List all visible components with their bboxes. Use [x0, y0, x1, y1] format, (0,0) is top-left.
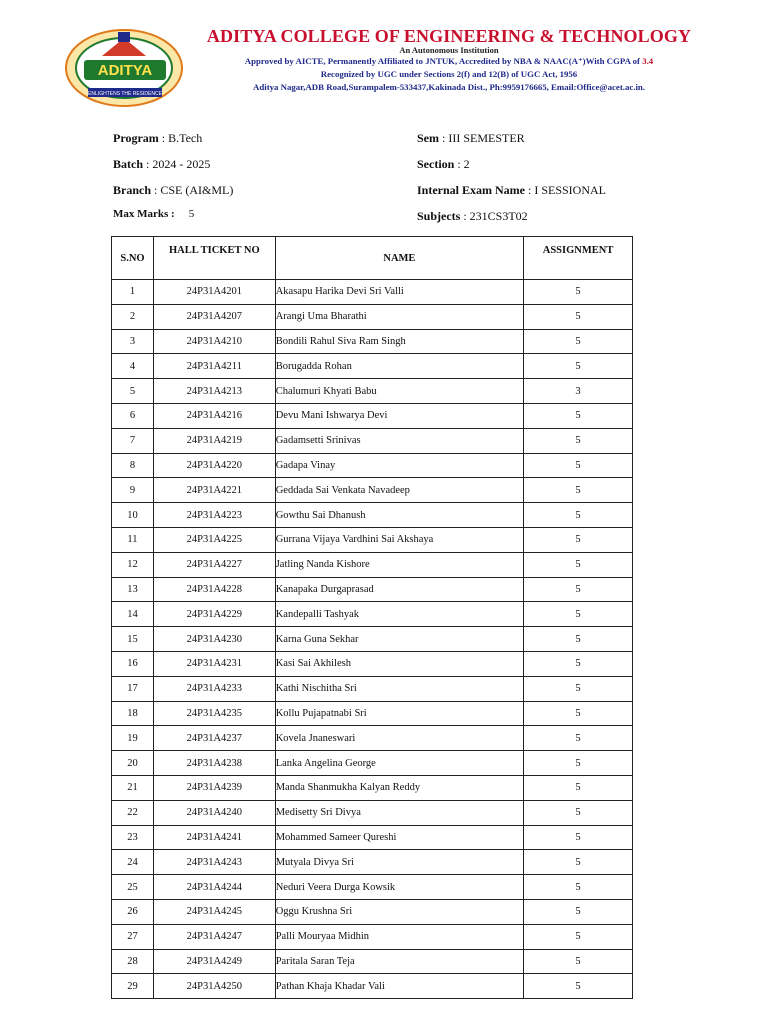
table-row [112, 949, 633, 974]
table-row [112, 602, 633, 627]
cell-sno: 19 [112, 726, 154, 751]
cell-sno: 20 [112, 751, 154, 776]
cell-sno: 23 [112, 825, 154, 850]
cell-hall-ticket: 24P31A4237 [153, 726, 275, 751]
branch-value: : CSE (AI&ML) [154, 183, 234, 197]
cell-assignment: 5 [524, 478, 633, 503]
cell-hall-ticket: 24P31A4213 [153, 379, 275, 404]
cell-sno: 14 [112, 602, 154, 627]
approval-text: Approved by AICTE, Permanently Affiliated to JNTUK, Accredited by NBA & NAAC(A⁺)With CGPA of [244, 56, 640, 66]
cell-assignment: 3 [524, 379, 633, 404]
table-row [112, 825, 633, 850]
cell-sno: 25 [112, 875, 154, 900]
table-row [112, 701, 633, 726]
marks-table [111, 236, 633, 999]
cell-assignment: 5 [524, 602, 633, 627]
cell-hall-ticket: 24P31A4221 [153, 478, 275, 503]
cell-name: Chalumuri Khyati Babu [275, 379, 523, 404]
cell-sno: 21 [112, 775, 154, 800]
cell-hall-ticket: 24P31A4230 [153, 627, 275, 652]
cell-name: Medisetty Sri Divya [275, 800, 523, 825]
cell-hall-ticket: 24P31A4238 [153, 751, 275, 776]
cell-sno: 10 [112, 503, 154, 528]
table-row [112, 800, 633, 825]
cell-hall-ticket: 24P31A4219 [153, 428, 275, 453]
cell-name: Mutyala Divya Sri [275, 850, 523, 875]
batch-label: Batch [113, 157, 143, 171]
cell-assignment: 5 [524, 329, 633, 354]
cell-assignment: 5 [524, 751, 633, 776]
table-row [112, 453, 633, 478]
table-row [112, 577, 633, 602]
cell-assignment: 5 [524, 354, 633, 379]
table-row [112, 527, 633, 552]
cell-assignment: 5 [524, 775, 633, 800]
sem-value: : III SEMESTER [442, 131, 525, 145]
table-row [112, 924, 633, 949]
cell-sno: 8 [112, 453, 154, 478]
cell-assignment: 5 [524, 527, 633, 552]
cell-hall-ticket: 24P31A4233 [153, 676, 275, 701]
batch-field [113, 157, 210, 172]
cell-sno: 13 [112, 577, 154, 602]
subjects-label: Subjects [417, 209, 461, 223]
cell-assignment: 5 [524, 627, 633, 652]
table-row [112, 503, 633, 528]
cell-sno: 28 [112, 949, 154, 974]
cell-name: Neduri Veera Durga Kowsik [275, 875, 523, 900]
cell-hall-ticket: 24P31A4241 [153, 825, 275, 850]
cell-name: Palli Mouryaa Midhin [275, 924, 523, 949]
cgpa-value: 3.4 [642, 56, 654, 66]
cell-sno: 2 [112, 304, 154, 329]
cell-assignment: 5 [524, 924, 633, 949]
cell-sno: 27 [112, 924, 154, 949]
subjects-value: : 231CS3T02 [463, 209, 528, 223]
table-row [112, 478, 633, 503]
sem-field [417, 131, 525, 146]
table-row [112, 552, 633, 577]
exam-value: : I SESSIONAL [528, 183, 607, 197]
cell-hall-ticket: 24P31A4244 [153, 875, 275, 900]
cell-sno: 6 [112, 403, 154, 428]
cell-hall-ticket: 24P31A4229 [153, 602, 275, 627]
cell-name: Gowthu Sai Dhanush [275, 503, 523, 528]
cell-hall-ticket: 24P31A4249 [153, 949, 275, 974]
cell-sno: 11 [112, 527, 154, 552]
cell-name: Mohammed Sameer Qureshi [275, 825, 523, 850]
cell-hall-ticket: 24P31A4223 [153, 503, 275, 528]
table-row [112, 280, 633, 305]
cell-name: Pathan Khaja Khadar Vali [275, 974, 523, 999]
cell-hall-ticket: 24P31A4207 [153, 304, 275, 329]
header-name: NAME [275, 237, 523, 280]
cell-name: Kasi Sai Akhilesh [275, 651, 523, 676]
cell-assignment: 5 [524, 304, 633, 329]
cell-hall-ticket: 24P31A4227 [153, 552, 275, 577]
table-header-row [112, 237, 633, 280]
cell-assignment: 5 [524, 651, 633, 676]
cell-assignment: 5 [524, 726, 633, 751]
cell-assignment: 5 [524, 800, 633, 825]
cell-name: Lanka Angelina George [275, 751, 523, 776]
cell-sno: 26 [112, 899, 154, 924]
cell-hall-ticket: 24P31A4247 [153, 924, 275, 949]
cell-name: Kanapaka Durgaprasad [275, 577, 523, 602]
section-value: : 2 [457, 157, 470, 171]
cell-name: Gadamsetti Srinivas [275, 428, 523, 453]
cell-sno: 17 [112, 676, 154, 701]
cell-name: Arangi Uma Bharathi [275, 304, 523, 329]
cell-name: Paritala Saran Teja [275, 949, 523, 974]
cell-hall-ticket: 24P31A4210 [153, 329, 275, 354]
cell-hall-ticket: 24P31A4243 [153, 850, 275, 875]
cell-hall-ticket: 24P31A4201 [153, 280, 275, 305]
table-row [112, 428, 633, 453]
exam-name-field [417, 183, 606, 198]
cell-name: Kovela Jnaneswari [275, 726, 523, 751]
cell-name: Kollu Pujapatnabi Sri [275, 701, 523, 726]
cell-sno: 12 [112, 552, 154, 577]
table-row [112, 775, 633, 800]
cell-assignment: 5 [524, 577, 633, 602]
cell-name: Geddada Sai Venkata Navadeep [275, 478, 523, 503]
max-marks-separator: : [171, 208, 175, 220]
cell-hall-ticket: 24P31A4225 [153, 527, 275, 552]
program-value: : B.Tech [161, 131, 203, 145]
section-field [417, 157, 470, 172]
cell-name: Oggu Krushna Sri [275, 899, 523, 924]
cell-name: Devu Mani Ishwarya Devi [275, 403, 523, 428]
cell-sno: 9 [112, 478, 154, 503]
cell-hall-ticket: 24P31A4235 [153, 701, 275, 726]
cell-name: Jatling Nanda Kishore [275, 552, 523, 577]
table-row [112, 899, 633, 924]
table-row [112, 875, 633, 900]
cell-sno: 1 [112, 280, 154, 305]
cell-hall-ticket: 24P31A4250 [153, 974, 275, 999]
table-row [112, 627, 633, 652]
cell-hall-ticket: 24P31A4231 [153, 651, 275, 676]
cell-assignment: 5 [524, 280, 633, 305]
cell-name: Bondili Rahul Siva Ram Singh [275, 329, 523, 354]
cell-assignment: 5 [524, 428, 633, 453]
cell-assignment: 5 [524, 825, 633, 850]
cell-assignment: 5 [524, 503, 633, 528]
table-row [112, 974, 633, 999]
autonomous-label: An Autonomous Institution [399, 45, 499, 55]
branch-label: Branch [113, 183, 152, 197]
cell-name: Gurrana Vijaya Vardhini Sai Akshaya [275, 527, 523, 552]
max-marks-label: Max Marks [113, 208, 169, 220]
section-label: Section [417, 157, 455, 171]
sem-label: Sem [417, 131, 439, 145]
cell-name: Akasapu Harika Devi Sri Valli [275, 280, 523, 305]
table-row [112, 379, 633, 404]
batch-value: : 2024 - 2025 [146, 157, 211, 171]
cell-assignment: 5 [524, 875, 633, 900]
cell-name: Kathi Nischitha Sri [275, 676, 523, 701]
subjects-field [417, 209, 528, 224]
table-row [112, 354, 633, 379]
ugc-recognition: Recognized by UGC under Sections 2(f) and 12(B) of UGC Act, 1956 [320, 69, 578, 79]
cell-sno: 18 [112, 701, 154, 726]
logo-wordmark: ADITYA [97, 62, 153, 79]
program-label: Program [113, 131, 159, 145]
branch-field [113, 183, 233, 198]
college-logo [62, 26, 190, 108]
cell-sno: 4 [112, 354, 154, 379]
cell-sno: 22 [112, 800, 154, 825]
cell-assignment: 5 [524, 552, 633, 577]
cell-sno: 3 [112, 329, 154, 354]
cell-sno: 5 [112, 379, 154, 404]
cell-hall-ticket: 24P31A4240 [153, 800, 275, 825]
header-assignment: ASSIGNMENT [524, 237, 633, 280]
table-row [112, 726, 633, 751]
cell-name: Borugadda Rohan [275, 354, 523, 379]
program-field [113, 131, 202, 146]
cell-name: Kandepalli Tashyak [275, 602, 523, 627]
max-marks-value: 5 [188, 208, 195, 220]
cell-name: Manda Shanmukha Kalyan Reddy [275, 775, 523, 800]
cell-assignment: 5 [524, 974, 633, 999]
header-hall-ticket: HALL TICKET NO [153, 237, 275, 280]
cell-assignment: 5 [524, 403, 633, 428]
college-address: Aditya Nagar,ADB Road,Surampalem-533437,Kakinada Dist., Ph:9959176665, Email:Office@acet.ac.in. [253, 82, 645, 92]
cell-hall-ticket: 24P31A4245 [153, 899, 275, 924]
cell-hall-ticket: 24P31A4220 [153, 453, 275, 478]
table-row [112, 651, 633, 676]
cell-assignment: 5 [524, 899, 633, 924]
table-row [112, 676, 633, 701]
cell-assignment: 5 [524, 850, 633, 875]
table-row [112, 329, 633, 354]
table-row [112, 304, 633, 329]
header-sno: S.NO [112, 237, 154, 280]
cell-hall-ticket: 24P31A4216 [153, 403, 275, 428]
cell-assignment: 5 [524, 949, 633, 974]
approval-line [194, 56, 704, 67]
cell-assignment: 5 [524, 701, 633, 726]
college-letterhead [62, 22, 702, 106]
table-row [112, 403, 633, 428]
cell-sno: 24 [112, 850, 154, 875]
cell-hall-ticket: 24P31A4239 [153, 775, 275, 800]
table-body [112, 280, 633, 999]
cell-sno: 15 [112, 627, 154, 652]
cell-name: Gadapa Vinay [275, 453, 523, 478]
max-marks-field [113, 208, 194, 220]
exam-label: Internal Exam Name [417, 183, 525, 197]
cell-sno: 29 [112, 974, 154, 999]
table-row [112, 751, 633, 776]
cell-sno: 7 [112, 428, 154, 453]
logo-tagline: ENLIGHTENS THE RESIDENCE [88, 91, 162, 97]
cell-sno: 16 [112, 651, 154, 676]
cell-name: Karna Guna Sekhar [275, 627, 523, 652]
cell-assignment: 5 [524, 676, 633, 701]
cell-assignment: 5 [524, 453, 633, 478]
cell-hall-ticket: 24P31A4211 [153, 354, 275, 379]
college-name: ADITYA COLLEGE OF ENGINEERING & TECHNOLOGY [206, 26, 692, 46]
table-row [112, 850, 633, 875]
cell-hall-ticket: 24P31A4228 [153, 577, 275, 602]
